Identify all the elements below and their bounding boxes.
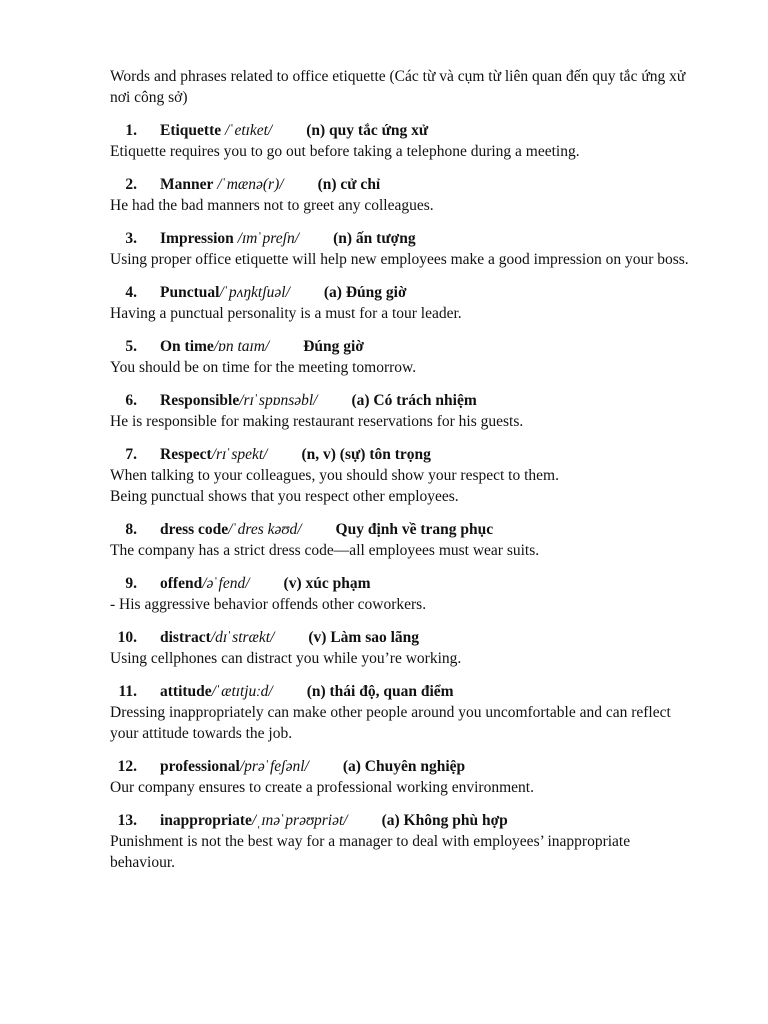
term: distract (160, 629, 211, 646)
entry-heading (110, 336, 690, 357)
meaning: (n) thái độ, quan điểm (306, 683, 454, 700)
example-sentence: You should be on time for the meeting tomorrow. (110, 359, 417, 376)
entry-heading (110, 444, 690, 465)
entry-heading (110, 228, 690, 249)
vocabulary-entry (110, 627, 690, 669)
entry-heading (110, 627, 690, 648)
example-sentence: Etiquette requires you to go out before taking a telephone during a meeting. (110, 143, 580, 160)
vocabulary-list (110, 120, 690, 873)
entry-heading (110, 573, 690, 594)
term-line (160, 390, 477, 411)
pronunciation: /dɪˈstrækt/ (210, 629, 275, 646)
term: Respect (160, 446, 212, 463)
term-line (160, 120, 428, 141)
entry-heading (110, 681, 690, 702)
vocabulary-entry (110, 228, 690, 270)
meaning: (n) cử chỉ (317, 176, 381, 193)
term-line (160, 681, 454, 702)
term-line (160, 519, 493, 540)
term: inappropriate (160, 812, 252, 829)
intro-heading: Words and phrases related to office etiquette (Các từ và cụm từ liên quan đến quy tắc ứng xử nơi công sở) (110, 68, 686, 106)
term-line (160, 336, 364, 357)
term: attitude (160, 683, 212, 700)
term: Responsible (160, 392, 240, 409)
example-sentence: Being punctual shows that you respect other employees. (110, 488, 459, 505)
entry-number: 13. (117, 812, 137, 829)
pronunciation: /əˈfend/ (202, 575, 250, 592)
pronunciation: /ɒn taɪm/ (213, 338, 270, 355)
entry-heading (110, 810, 690, 831)
vocabulary-entry (110, 120, 690, 162)
entry-number: 6. (125, 392, 137, 409)
term-line (160, 228, 416, 249)
example-sentence: He is responsible for making restaurant reservations for his guests. (110, 413, 524, 430)
entry-number: 11. (118, 683, 137, 700)
term-line (160, 573, 371, 594)
vocabulary-entry (110, 282, 690, 324)
entry-number: 1. (125, 122, 137, 139)
vocabulary-entry (110, 519, 690, 561)
vocabulary-entry (110, 810, 690, 873)
vocabulary-entry (110, 444, 690, 507)
entry-number: 3. (125, 230, 137, 247)
term-line (160, 282, 407, 303)
pronunciation: /ˈetɪket/ (221, 122, 273, 139)
entry-number: 8. (125, 521, 137, 538)
pronunciation: /rɪˈspɒnsəbl/ (239, 392, 318, 409)
pronunciation: /ˈdres kəʊd/ (228, 521, 302, 538)
term: offend (160, 575, 203, 592)
term: dress code (160, 521, 229, 538)
meaning: (v) Làm sao lãng (308, 629, 420, 646)
meaning: (n, v) (sự) tôn trọng (301, 446, 431, 463)
term: Etiquette (160, 122, 222, 139)
meaning: (n) quy tắc ứng xử (306, 122, 429, 139)
example-sentence: The company has a strict dress code—all employees must wear suits. (110, 542, 540, 559)
meaning: Quy định về trang phục (335, 521, 494, 538)
entry-heading (110, 519, 690, 540)
entry-number: 5. (125, 338, 137, 355)
meaning: (a) Có trách nhiệm (351, 392, 477, 409)
entry-heading (110, 282, 690, 303)
example-sentence: Having a punctual personality is a must for a tour leader. (110, 305, 462, 322)
term: Impression (160, 230, 234, 247)
meaning: Đúng giờ (303, 338, 364, 355)
meaning: (a) Đúng giờ (323, 284, 407, 301)
term-line (160, 756, 465, 777)
pronunciation: /ˌɪnəˈprəʊpriət/ (251, 812, 348, 829)
pronunciation: /ɪmˈpreʃn/ (233, 230, 300, 247)
entry-heading (110, 174, 690, 195)
term: professional (160, 758, 240, 775)
vocabulary-entry (110, 681, 690, 744)
entry-heading (110, 756, 690, 777)
entry-number: 9. (125, 575, 137, 592)
term-line (160, 444, 431, 465)
term: Punctual (160, 284, 220, 301)
vocabulary-entry (110, 336, 690, 378)
example-sentence: Punishment is not the best way for a manager to deal with employees’ inappropriate behaviour. (110, 833, 631, 871)
pronunciation: /rɪˈspekt/ (211, 446, 268, 463)
pronunciation: /prəˈfeʃənl/ (239, 758, 309, 775)
vocabulary-entry (110, 174, 690, 216)
pronunciation: /ˈpʌŋktʃuəl/ (219, 284, 290, 301)
example-sentence: Dressing inappropriately can make other people around you uncomfortable and can reflect your attitude towards the job. (110, 704, 671, 742)
entry-heading (110, 120, 690, 141)
pronunciation: /ˈætɪtjuːd/ (211, 683, 273, 700)
entry-number: 12. (117, 758, 137, 775)
entry-heading (110, 390, 690, 411)
example-sentence: Our company ensures to create a professional working environment. (110, 779, 534, 796)
document-page (110, 66, 690, 873)
meaning: (n) ấn tượng (333, 230, 416, 247)
example-sentence: Using cellphones can distract you while you’re working. (110, 650, 462, 667)
vocabulary-entry (110, 756, 690, 798)
example-sentence: When talking to your colleagues, you should show your respect to them. (110, 467, 559, 484)
term: Manner (160, 176, 214, 193)
entry-number: 4. (125, 284, 137, 301)
pronunciation: /ˈmænə(r)/ (213, 176, 284, 193)
example-sentence: - His aggressive behavior offends other coworkers. (110, 596, 427, 613)
term-line (160, 810, 508, 831)
meaning: (v) xúc phạm (283, 575, 371, 592)
meaning: (a) Không phù hợp (381, 812, 508, 829)
example-sentence: He had the bad manners not to greet any colleagues. (110, 197, 434, 214)
meaning: (a) Chuyên nghiệp (342, 758, 466, 775)
entry-number: 2. (125, 176, 137, 193)
entry-number: 7. (125, 446, 137, 463)
entry-number: 10. (117, 629, 137, 646)
vocabulary-entry (110, 390, 690, 432)
term: On time (160, 338, 214, 355)
term-line (160, 627, 419, 648)
example-sentence: Using proper office etiquette will help new employees make a good impression on your boss. (110, 251, 689, 268)
vocabulary-entry (110, 573, 690, 615)
term-line (160, 174, 380, 195)
